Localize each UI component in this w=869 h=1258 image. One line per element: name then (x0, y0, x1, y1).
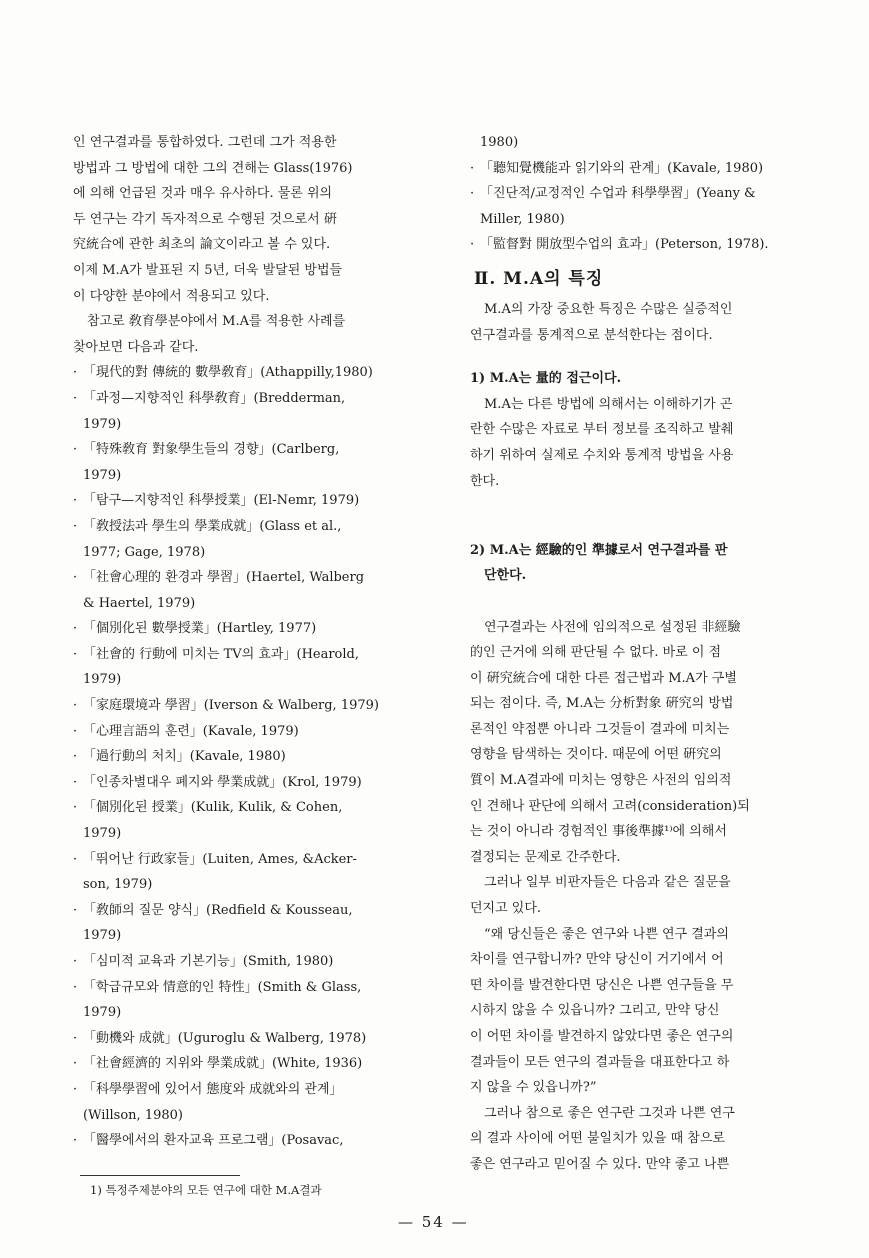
text-line: 방법과 그 방법에 대한 그의 견해는 Glass(1976) (73, 160, 353, 176)
study-title: 「社會心理的 환경과 學習」(Haertel, Walberg & Haertel, 1979) (83, 570, 365, 611)
text-line: 인 견해나 판단에 의해서 고려(consideration)되 (470, 798, 750, 814)
study-title: 「監督對 開放型수업의 효과」(Peterson, 1978). (480, 237, 769, 253)
list-item (73, 975, 433, 1026)
text-line: 떤 차이를 발견한다면 당신은 나쁜 연구들을 무 (470, 977, 734, 993)
subsection-2-body (470, 615, 815, 871)
study-title: 「動機와 成就」(Uguroglu & Walberg, 1978) (83, 1030, 367, 1046)
bullet: · (73, 723, 78, 739)
bullet: · (73, 800, 78, 816)
bullet: · (73, 570, 78, 586)
text-line: 에 의해 언급된 것과 매우 유사하다. 물론 위의 (73, 186, 333, 202)
list-item (73, 514, 433, 565)
subsection-heading-2-line1: 2) M.A는 經驗的인 準據로서 연구결과를 판 (470, 542, 728, 558)
text-line: 두 연구는 각기 독자적으로 수행된 것으로서 硏 (73, 211, 337, 227)
closing-paragraph (470, 1101, 815, 1178)
text-line: 質이 M.A결과에 미치는 영향은 사전의 임의적 (470, 773, 732, 789)
footnote: 1) 특정주제분야의 모든 연구에 대한 M.A결과 (90, 1183, 322, 1197)
bullet: · (73, 646, 78, 662)
text-line: 그러나 참으로 좋은 연구란 그것과 나쁜 연구 (484, 1105, 735, 1121)
study-title: 「現代的對 傳統的 數學敎育」(Athappilly,1980) (83, 365, 373, 381)
list-item (73, 770, 433, 796)
text-line: 던지고 있다. (470, 901, 542, 917)
right-column (470, 130, 815, 1178)
text-line: 의 결과 사이에 어떤 불일치가 있을 때 참으로 (470, 1131, 725, 1147)
bullet: · (73, 1081, 78, 1097)
bullet: · (73, 621, 78, 637)
text-line: 이 다양한 분야에서 적용되고 있다. (73, 288, 270, 304)
left-column (73, 130, 433, 1154)
study-title: 「社會的 行動에 미치는 TV의 효과」(Hearold, 1979) (83, 646, 359, 688)
text-line: 이 어떤 차이를 발견하지 않았다면 좋은 연구의 (470, 1029, 734, 1044)
bullet: · (73, 698, 78, 714)
text-line: 한다. (470, 473, 500, 489)
page-number: — 54 — (398, 1213, 469, 1231)
bullet: · (73, 390, 78, 406)
section-intro (470, 297, 815, 348)
study-title: 「진단적/교정적인 수업과 科學學習」(Yeany & Miller, 1980) (480, 186, 756, 227)
bullet: · (73, 902, 78, 918)
text-line: 란한 수많은 자료로 부터 정보를 조직하고 발췌 (470, 422, 734, 438)
footnote-divider (80, 1175, 240, 1176)
study-title: 「과정—지향적인 科學敎育」(Bredderman, 1979) (83, 390, 346, 432)
study-title: 「個別化된 數學授業」(Hartley, 1977) (83, 621, 317, 637)
text-line: 연구결과를 통계적으로 분석한다는 점이다. (470, 327, 713, 343)
list-item (73, 1077, 433, 1128)
text-line: 결정되는 문제로 간주한다. (470, 849, 621, 865)
text-line: 는 것이 아니라 경험적인 事後準據¹⁾에 의해서 (470, 824, 727, 840)
text-line: 인 연구결과를 통합하였다. 그런데 그가 적용한 (73, 135, 337, 150)
text-line: 참고로 敎育學분야에서 M.A를 적용한 사례를 (87, 314, 346, 330)
bullet: · (73, 749, 78, 765)
text-line: “왜 당신들은 좋은 연구와 나쁜 연구 결과의 (484, 926, 729, 942)
list-item (73, 437, 433, 488)
study-title: 「뛰어난 行政家들」(Luiten, Ames, &Acker- son, 1979) (83, 851, 357, 893)
study-list (73, 360, 433, 1153)
subsection-heading-2 (470, 512, 815, 614)
study-title: 「敎授法과 學生의 學業成就」(Glass et al., 1977; Gage, 1978) (83, 518, 342, 560)
bullet: · (470, 160, 475, 176)
study-title: 「聽知覺機能과 읽기와의 관계」(Kavale, 1980) (480, 160, 764, 176)
list-item (73, 1026, 433, 1052)
list-continuation: 1980) (480, 135, 519, 150)
text-line: 차이를 연구합니까? 만약 당신이 거기에서 어 (470, 952, 724, 968)
bullet: · (470, 186, 475, 202)
list-item (73, 949, 433, 975)
text-line: 하기 위하여 실제로 수치와 통계적 방법을 사용 (470, 447, 734, 463)
subsection-1-body (470, 392, 815, 494)
text-line: 좋은 연구라고 믿어질 수 있다. 만약 좋고 나쁜 (470, 1156, 730, 1172)
list-item (73, 795, 433, 846)
bullet: · (73, 493, 78, 509)
bullet: · (73, 954, 78, 969)
reference-intro (73, 309, 433, 360)
text-line: 지 않을 수 있읍니까?” (470, 1080, 597, 1096)
list-item (73, 386, 433, 437)
study-title: 「인종차별대우 폐지와 學業成就」(Krol, 1979) (83, 774, 362, 790)
bullet: · (73, 518, 78, 534)
study-list-continued (470, 156, 815, 258)
bullet: · (73, 851, 78, 867)
study-title: 「心理言語의 훈련」(Kavale, 1979) (83, 723, 299, 739)
study-title: 「탐구—지향적인 科學授業」(El-Nemr, 1979) (83, 493, 360, 509)
bullet: · (73, 442, 78, 458)
bullet: · (73, 365, 78, 381)
bullet: · (73, 1133, 78, 1149)
text-line: 연구결과는 사전에 임의적으로 설정된 非經驗 (484, 619, 741, 635)
text-line: 찾아보면 다음과 같다. (73, 339, 199, 355)
study-title: 「敎師의 질문 양식」(Redfield & Kousseau, 1979) (83, 902, 353, 944)
bullet: · (470, 237, 475, 253)
list-item (73, 898, 433, 949)
study-title: 「過行動의 처치」(Kavale, 1980) (83, 749, 286, 765)
section-heading: Ⅱ. M.A의 특징 (474, 268, 604, 289)
critic-quote (470, 922, 815, 1101)
list-item (73, 1051, 433, 1077)
bullet: · (73, 774, 78, 790)
bullet: · (73, 1030, 78, 1046)
list-item (470, 181, 815, 232)
text-line: 그러나 일부 비판자들은 다음과 같은 질문을 (484, 875, 731, 891)
text-line: 결과들이 모든 연구의 결과들을 대표한다고 하 (470, 1054, 730, 1070)
text-line: 영향을 탐색하는 것이다. 때문에 어떤 硏究의 (470, 747, 722, 763)
text-line: 되는 점이다. 즉, M.A는 分析對象 硏究의 방법 (470, 696, 734, 712)
list-item (73, 847, 433, 898)
text-line: 이 硏究統合에 대한 다른 접근법과 M.A가 구별 (470, 670, 737, 686)
study-title: 「社會經濟的 지위와 學業成就」(White, 1936) (83, 1056, 363, 1072)
study-title: 「科學學習에 있어서 態度와 成就와의 관계」 (Willson, 1980) (83, 1081, 343, 1123)
study-title: 「醫學에서의 환자교육 프로그램」(Posavac, (83, 1133, 344, 1149)
critic-intro (470, 870, 815, 921)
text-line: 시하지 않을 수 있읍니까? 그리고, 만약 당신 (470, 1003, 720, 1019)
list-item (470, 232, 815, 258)
list-item (73, 693, 433, 719)
text-line: M.A의 가장 중요한 특징은 수많은 실증적인 (484, 301, 733, 317)
list-item (73, 616, 433, 642)
text-line: 的인 근거에 의해 판단될 수 없다. 바로 이 점 (470, 645, 722, 661)
list-item (73, 719, 433, 745)
list-item (73, 1128, 433, 1154)
list-item (73, 642, 433, 693)
study-title: 「家庭環境과 學習」(Iverson & Walberg, 1979) (83, 698, 379, 714)
list-item (73, 360, 433, 386)
subsection-heading-1: 1) M.A는 量的 접근이다. (470, 371, 622, 387)
text-line: 究統合에 관한 최초의 論文이라고 볼 수 있다. (73, 237, 331, 253)
text-line: M.A는 다른 방법에 의해서는 이해하기가 곤 (484, 396, 733, 412)
study-title: 「학급규모와 情意的인 特性」(Smith & Glass, 1979) (83, 979, 362, 1021)
bullet: · (73, 979, 78, 995)
list-item (73, 565, 433, 616)
study-title: 「심미적 교육과 기본기능」(Smith, 1980) (83, 954, 334, 969)
text-line: 이제 M.A가 발표된 지 5년, 더욱 발달된 방법들 (73, 262, 343, 278)
bullet: · (73, 1056, 78, 1072)
study-title: 「個別化된 授業」(Kulik, Kulik, & Cohen, 1979) (83, 800, 343, 842)
study-title: 「特殊敎育 對象學生들의 경향」(Carlberg, 1979) (83, 442, 340, 483)
list-item (73, 744, 433, 770)
list-item (470, 156, 815, 182)
subsection-heading-2-line2: 단한다. (484, 568, 527, 584)
text-line: 론적인 약점뿐 아니라 그것들이 결과에 미치는 (470, 721, 730, 737)
intro-paragraph (73, 130, 433, 309)
list-item (73, 488, 433, 514)
